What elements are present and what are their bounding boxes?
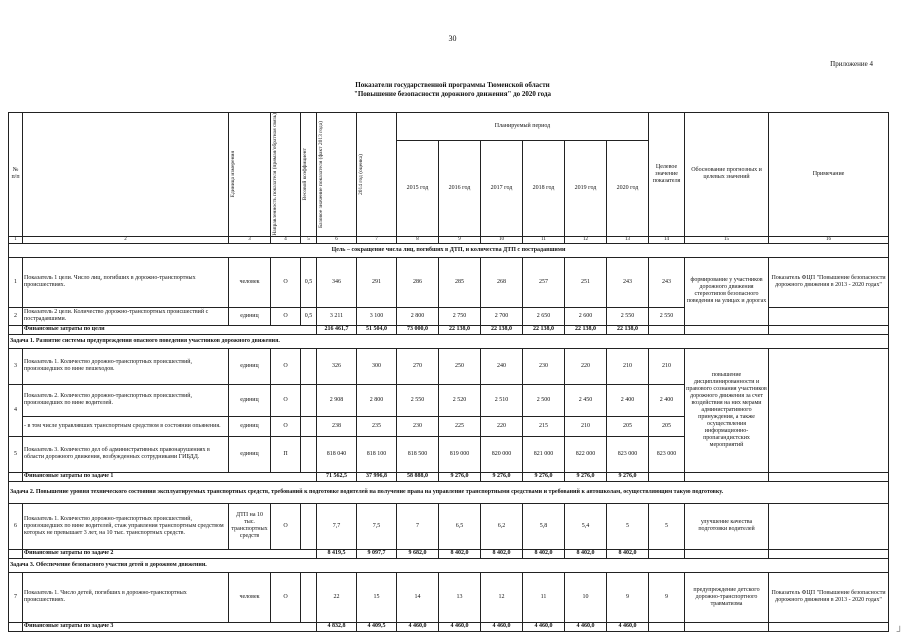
indicator-name: Показатель 1 цели. Число лиц, погибших в дорожно-транспортных происшествиях. [23,257,229,307]
indicator-name: Показатель 2. Количество дорожно-транспортных происшествий, произошедших по вине водителей. [23,384,229,416]
value-cell: 818 500 [397,436,439,472]
hdr-base [317,113,357,237]
goal-text: Цель – сокращение числа лиц, погибших в ДТП, и количества ДТП с пострадавшими [9,243,889,257]
weight-cell [301,348,317,384]
task-text: Задача 1. Развитие системы предупреждения опасного поведения участников дорожного движения. [9,334,889,348]
hdr-direction [271,113,301,237]
direction-cell: О [271,416,301,436]
value-cell: 10 [565,572,607,622]
task-row [9,481,889,503]
value-cell: 4 460,0 [565,622,607,631]
table-row [9,572,889,622]
value-cell: 220 [481,416,523,436]
col-num: 6 [317,236,357,243]
direction-cell: О [271,307,301,325]
value-cell: 286 [397,257,439,307]
value-cell: 2 600 [565,307,607,325]
finance-label: Финансовые затраты по цели [23,325,317,334]
y2014-cell: 4 409,5 [357,622,397,631]
col-num: 9 [439,236,481,243]
hdr-direction-text: Направленность показателя (прямая/обратная связь) [272,113,278,236]
value-cell: 8 402,0 [439,549,481,558]
value-cell: 285 [439,257,481,307]
row-num: 4 [9,384,23,436]
y2014-cell: 7,5 [357,503,397,549]
value-cell: 210 [565,416,607,436]
direction-cell: О [271,257,301,307]
appendix-label: Приложение 4 [830,60,873,68]
value-cell: 6,5 [439,503,481,549]
table-row [9,503,889,549]
value-cell: 822 000 [565,436,607,472]
hdr-num: № п/п [9,113,23,237]
column-numbers-row [9,236,889,243]
direction-cell: О [271,572,301,622]
unit-cell: ДТП на 10 тыс. транспортных средств [229,503,271,549]
finance-row [9,549,889,558]
weight-cell [301,416,317,436]
rationale-cell [685,472,769,481]
base-cell: 4 832,8 [317,622,357,631]
rationale-cell: улучшение качества подготовки водителей [685,503,769,549]
direction-cell: О [271,348,301,384]
finance-label: Финансовые затраты по задаче 1 [23,472,317,481]
value-cell: 230 [397,416,439,436]
base-cell: 216 461,7 [317,325,357,334]
target-cell: 5 [649,503,685,549]
base-cell: 238 [317,416,357,436]
base-cell: 22 [317,572,357,622]
finance-row [9,325,889,334]
hdr-note: Примечание [769,113,889,237]
value-cell: 4 460,0 [607,622,649,631]
value-cell: 4 460,0 [397,622,439,631]
value-cell: 820 000 [481,436,523,472]
base-cell: 71 562,5 [317,472,357,481]
col-num: 10 [481,236,523,243]
corner-mark: ┘ [896,626,903,636]
value-cell: 225 [439,416,481,436]
y2014-cell: 291 [357,257,397,307]
value-cell: 2 700 [481,307,523,325]
row-num [9,325,23,334]
value-cell: 9 [607,572,649,622]
value-cell: 243 [607,257,649,307]
weight-cell: 0,5 [301,257,317,307]
target-cell [649,472,685,481]
goal-row [9,243,889,257]
value-cell: 2 510 [481,384,523,416]
hdr-base-text: Базовое значение показателя (факт 2013 года) [318,120,324,228]
y2014-cell: 51 504,0 [357,325,397,334]
unit-cell: единиц [229,384,271,416]
row-num: 7 [9,572,23,622]
finance-row [9,622,889,631]
hdr-unit-text: Единица измерения [230,151,236,198]
row-num [9,622,23,631]
y2014-cell: 9 097,7 [357,549,397,558]
direction-cell: О [271,503,301,549]
y2014-cell: 15 [357,572,397,622]
value-cell: 2 750 [439,307,481,325]
hdr-planned: Планируемый период [397,113,649,141]
hdr-year: 2016 год [439,140,481,236]
value-cell: 2 650 [523,307,565,325]
col-num: 12 [565,236,607,243]
value-cell: 5 [607,503,649,549]
value-cell: 823 000 [607,436,649,472]
value-cell: 7 [397,503,439,549]
col-num: 11 [523,236,565,243]
unit-cell: единиц [229,436,271,472]
col-num: 14 [649,236,685,243]
weight-cell: 0,5 [301,307,317,325]
hdr-weight-text: Весовой коэффициент [302,148,308,201]
hdr-year: 2015 год [397,140,439,236]
value-cell: 73 000,0 [397,325,439,334]
rationale-cell: повышение дисциплинированности и правового сознания участников дорожного движения за счет воздействия на них мерами административного принуждения, а также осуществления информационно-пропагандистских мероприятий [685,348,769,472]
value-cell: 230 [523,348,565,384]
value-cell: 22 138,0 [481,325,523,334]
hdr-target: Целевое значение показателя [649,113,685,237]
col-num: 13 [607,236,649,243]
value-cell: 2 800 [397,307,439,325]
base-cell: 818 040 [317,436,357,472]
value-cell: 9 682,0 [397,549,439,558]
target-cell: 243 [649,257,685,307]
value-cell: 8 402,0 [523,549,565,558]
indicator-name: Показатель 3. Количество дел об административных правонарушениях в области дорожного движения, возбужденных сотрудниками ГИБДД. [23,436,229,472]
page-number: 30 [448,34,457,43]
value-cell: 22 138,0 [607,325,649,334]
title-line-1: Показатели государственной программы Тюменской области [355,81,550,89]
col-num: 8 [397,236,439,243]
value-cell: 9 276,0 [523,472,565,481]
note-cell [769,325,889,334]
hdr-2014-text: 2014 год (оценка) [358,153,364,195]
col-num: 1 [9,236,23,243]
value-cell: 14 [397,572,439,622]
note-cell [769,307,889,325]
task-text: Задача 3. Обеспечение безопасного участия детей в дорожном движении. [9,558,889,572]
value-cell: 2 400 [607,384,649,416]
value-cell: 210 [607,348,649,384]
hdr-rationale: Обоснование прогнозных и целевых значений [685,113,769,237]
value-cell: 4 460,0 [481,622,523,631]
hdr-2014 [357,113,397,237]
base-cell: 7,7 [317,503,357,549]
y2014-cell: 818 100 [357,436,397,472]
col-num: 5 [301,236,317,243]
value-cell: 4 460,0 [523,622,565,631]
row-num [9,472,23,481]
value-cell: 240 [481,348,523,384]
row-num: 5 [9,436,23,472]
hdr-weight [301,113,317,237]
note-cell: Показатель ФЦП "Повышение безопасности дорожного движения в 2013 - 2020 годах" [769,572,889,622]
value-cell: 12 [481,572,523,622]
hdr-year: 2017 год [481,140,523,236]
value-cell: 4 460,0 [439,622,481,631]
target-cell: 2 550 [649,307,685,325]
value-cell: 268 [481,257,523,307]
title-line-2: "Повышение безопасности дорожного движения" до 2020 года [353,90,552,98]
unit-cell: человек [229,572,271,622]
value-cell: 58 888,0 [397,472,439,481]
finance-label: Финансовые затраты по задаче 3 [23,622,317,631]
base-cell: 326 [317,348,357,384]
hdr-year: 2020 год [607,140,649,236]
base-cell: 346 [317,257,357,307]
col-num: 2 [23,236,229,243]
target-cell: 2 400 [649,384,685,416]
indicators-table [8,112,889,632]
value-cell: 22 138,0 [439,325,481,334]
hdr-name [23,113,229,237]
value-cell: 11 [523,572,565,622]
value-cell: 9 276,0 [439,472,481,481]
target-cell: 210 [649,348,685,384]
y2014-cell: 37 996,8 [357,472,397,481]
direction-cell: П [271,436,301,472]
row-num: 6 [9,503,23,549]
y2014-cell: 235 [357,416,397,436]
col-num: 15 [685,236,769,243]
target-cell [649,325,685,334]
task-row [9,334,889,348]
hdr-unit [229,113,271,237]
col-num: 7 [357,236,397,243]
value-cell: 2 500 [523,384,565,416]
unit-cell: единиц [229,416,271,436]
value-cell: 251 [565,257,607,307]
unit-cell: единиц [229,348,271,384]
value-cell: 9 276,0 [607,472,649,481]
indicator-name: Показатель 1. Количество дорожно-транспортных происшествий, произошедших по вине пешеходов. [23,348,229,384]
col-num: 3 [229,236,271,243]
weight-cell [301,572,317,622]
note-cell [769,549,889,558]
value-cell: 8 402,0 [565,549,607,558]
row-num [9,549,23,558]
value-cell: 2 550 [397,384,439,416]
base-cell: 3 211 [317,307,357,325]
rationale-cell: формирование у участников дорожного движения стереотипов безопасного поведения на улицах и дорогах [685,257,769,325]
target-cell [649,622,685,631]
note-cell [769,503,889,549]
col-num: 16 [769,236,889,243]
value-cell: 9 276,0 [565,472,607,481]
finance-row [9,472,889,481]
indicator-name: Показатель 2 цели. Количество дорожно-транспортных происшествий с пострадавшими. [23,307,229,325]
value-cell: 8 402,0 [607,549,649,558]
weight-cell [301,436,317,472]
y2014-cell: 300 [357,348,397,384]
table-row [9,348,889,384]
row-num: 2 [9,307,23,325]
target-cell [649,549,685,558]
rationale-cell: предупреждение детского дорожно-транспортного травматизма [685,572,769,622]
row-num: 3 [9,348,23,384]
value-cell: 819 000 [439,436,481,472]
table-row [9,257,889,307]
unit-cell: единиц [229,307,271,325]
y2014-cell: 2 800 [357,384,397,416]
task-text: Задача 2. Повышение уровня технического состояния эксплуатируемых транспортных средств, требований к подготовке водителей на получение права на управление транспортными средствами и требований к автошколам, осуществляющим такую подготовку. [9,481,889,503]
note-cell: Показатель ФЦП "Повышение безопасности дорожного движения в 2013 - 2020 годах" [769,257,889,307]
rationale-cell [685,549,769,558]
value-cell: 2 450 [565,384,607,416]
value-cell: 220 [565,348,607,384]
unit-cell: человек [229,257,271,307]
indicator-name: Показатель 1. Количество дорожно-транспортных происшествий, произошедших по вине водителей, стаж управления транспортным средством которых не превышает 3 лет, на 10 тыс. транспортных средств. [23,503,229,549]
rationale-cell [685,622,769,631]
value-cell: 215 [523,416,565,436]
indicator-name: - в том числе управлявших транспортным средством в состоянии опьянения. [23,416,229,436]
target-cell: 823 000 [649,436,685,472]
finance-label: Финансовые затраты по задаче 2 [23,549,317,558]
note-cell [769,472,889,481]
value-cell: 13 [439,572,481,622]
row-num: 1 [9,257,23,307]
target-cell: 9 [649,572,685,622]
value-cell: 2 520 [439,384,481,416]
document-title [0,81,905,99]
direction-cell: О [271,384,301,416]
header-row-1 [9,113,889,141]
note-cell [769,622,889,631]
value-cell: 257 [523,257,565,307]
base-cell: 8 419,5 [317,549,357,558]
weight-cell [301,384,317,416]
y2014-cell: 3 100 [357,307,397,325]
value-cell: 6,2 [481,503,523,549]
value-cell: 22 138,0 [565,325,607,334]
note-cell [769,348,889,472]
rationale-cell [685,325,769,334]
task-row [9,558,889,572]
value-cell: 250 [439,348,481,384]
target-cell: 205 [649,416,685,436]
col-num: 4 [271,236,301,243]
value-cell: 2 550 [607,307,649,325]
value-cell: 821 000 [523,436,565,472]
value-cell: 8 402,0 [481,549,523,558]
indicator-name: Показатель 1. Число детей, погибших в дорожно-транспортных происшествиях. [23,572,229,622]
value-cell: 205 [607,416,649,436]
hdr-year: 2019 год [565,140,607,236]
value-cell: 270 [397,348,439,384]
value-cell: 5,4 [565,503,607,549]
weight-cell [301,503,317,549]
value-cell: 9 276,0 [481,472,523,481]
base-cell: 2 908 [317,384,357,416]
value-cell: 5,8 [523,503,565,549]
value-cell: 22 138,0 [523,325,565,334]
hdr-year: 2018 год [523,140,565,236]
